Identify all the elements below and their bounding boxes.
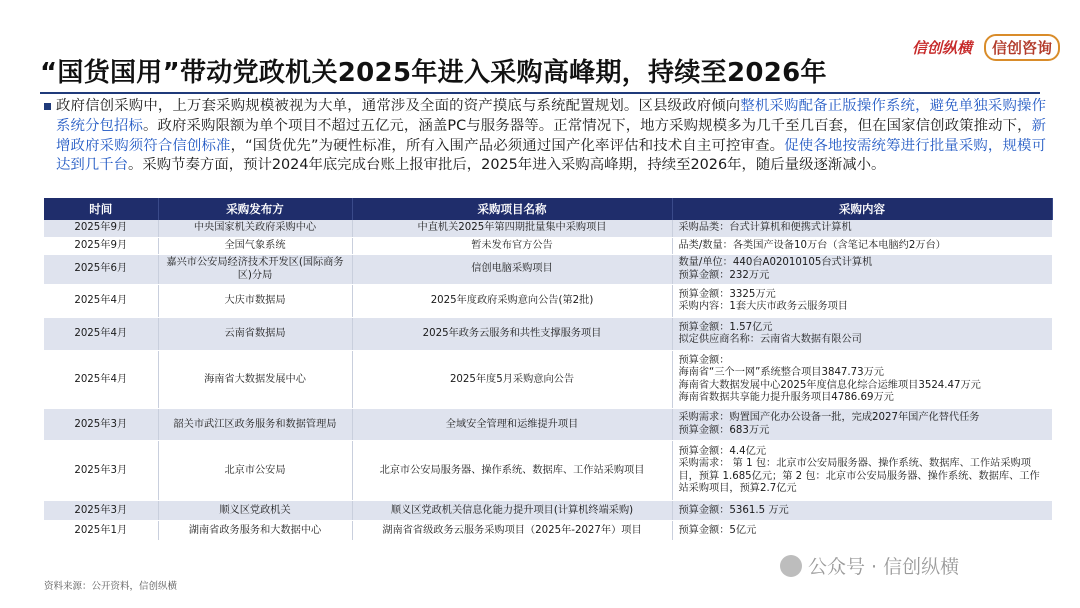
table-row [44,285,1052,318]
table-header-row [44,198,1052,220]
table-row [44,521,1052,541]
cell-project: 湖南省省级政务云服务采购项目（2025年-2027年）项目 [352,521,672,541]
watermark-text: 公众号 · 信创纵横 [808,556,960,578]
col-header-time: 时间 [44,198,158,220]
cell-project: 暂未发布官方公告 [352,237,672,255]
cell-publisher: 海南省大数据发展中心 [158,351,352,409]
cell-content: 预算金额：3325万元 采购内容：1套大庆市政务云服务项目 [672,285,1052,318]
cell-time: 2025年3月 [44,409,158,441]
cell-publisher: 大庆市数据局 [158,285,352,318]
cell-time: 2025年3月 [44,441,158,501]
para-text-3: ，“国货优先”为硬性标准，所有入围产品必须通过国产化率评估和技术自主可控审查。 [230,137,785,154]
cell-content: 预算金额：5亿元 [672,521,1052,541]
para-highlight-2: 新增政府采购须符合信创标准 [56,117,1046,154]
cell-publisher: 云南省数据局 [158,318,352,351]
col-header-content: 采购内容 [672,198,1052,220]
cell-publisher: 北京市公安局 [158,441,352,501]
para-highlight-1: 整机采购配备正版操作系统，避免单独采购操作系统分包招标 [56,98,1046,134]
cell-publisher: 顺义区党政机关 [158,501,352,521]
cell-publisher: 嘉兴市公安局经济技术开发区(国际商务区)分局 [158,255,352,285]
table-row [44,409,1052,441]
cell-content: 预算金额：5361.5 万元 [672,501,1052,521]
intro-paragraph [56,97,1046,176]
cell-content: 采购品类：台式计算机和便携式计算机 [672,220,1052,237]
cell-time: 2025年9月 [44,220,158,237]
cell-project: 信创电脑采购项目 [352,255,672,285]
cell-publisher: 全国气象系统 [158,237,352,255]
para-text-2: 。政府采购限额为单个项目不超过五亿元，涵盖PC与服务器等。正常情况下，地方采购规模多为几千至几百套，但在国家信创政策推动下， [142,117,1032,134]
logo-group [912,34,1060,61]
source-note: 资料来源：公开资料，信创纵横 [44,581,178,592]
cell-time: 2025年6月 [44,255,158,285]
col-header-publisher: 采购发布方 [158,198,352,220]
brand-logo-right: 信创咨询 [984,34,1060,61]
cell-project: 2025年政务云服务和共性支撑服务项目 [352,318,672,351]
cell-content: 预算金额：1.57亿元 拟定供应商名称：云南省大数据有限公司 [672,318,1052,351]
table-row [44,237,1052,255]
procurement-table [44,198,1053,541]
cell-time: 2025年9月 [44,237,158,255]
cell-time: 2025年4月 [44,285,158,318]
cell-project: 顺义区党政机关信息化能力提升项目(计算机终端采购) [352,501,672,521]
cell-content: 采购需求：购置国产化办公设备一批，完成2027年国产化替代任务 预算金额：683万元 [672,409,1052,441]
para-highlight-3: 促使各地按需统筹进行批量采购，规模可达到几千台 [56,137,1046,174]
watermark [780,552,959,579]
cell-content: 品类/数量：各类国产设备10万台（含笔记本电脑约2万台） [672,237,1052,255]
cell-content: 数量/单位：440台A02010105台式计算机 预算金额：232万元 [672,255,1052,285]
cell-content: 预算金额：4.4亿元 采购需求： 第 1 包：北京市公安局服务器、操作系统、数据库、工作站采购项目，预算 1.685亿元；第 2 包：北京市公安局服务器、操作系统、数据库、工作站采购项目，预算2.7亿元 [672,441,1052,501]
col-header-project: 采购项目名称 [352,198,672,220]
cell-project: 中直机关2025年第四期批量集中采购项目 [352,220,672,237]
cell-publisher: 中央国家机关政府采购中心 [158,220,352,237]
table-row [44,220,1052,237]
wechat-icon [780,555,802,577]
cell-time: 2025年4月 [44,318,158,351]
title-underline [40,92,1040,94]
cell-project: 北京市公安局服务器、操作系统、数据库、工作站采购项目 [352,441,672,501]
table-row [44,351,1052,409]
table-row [44,255,1052,285]
para-text-4: 。采购节奏方面，预计2024年底完成台账上报审批后，2025年进入采购高峰期，持续至2026年，随后量级逐渐减小。 [127,157,886,174]
cell-time: 2025年1月 [44,521,158,541]
cell-publisher: 湖南省政务服务和大数据中心 [158,521,352,541]
brand-logo-left: 信创纵横 [911,39,972,57]
table-row [44,441,1052,501]
cell-project: 2025年度5月采购意向公告 [352,351,672,409]
cell-publisher: 韶关市武江区政务服务和数据管理局 [158,409,352,441]
table-row [44,501,1052,521]
page-title: “国货国用”带动党政机关2025年进入采购高峰期，持续至2026年 [40,58,827,88]
cell-project: 2025年度政府采购意向公告(第2批) [352,285,672,318]
cell-time: 2025年3月 [44,501,158,521]
bullet-square-icon [44,103,51,110]
cell-project: 全域安全管理和运维提升项目 [352,409,672,441]
table-row [44,318,1052,351]
cell-content: 预算金额： 海南省“三个一网”系统整合项目3847.73万元 海南省大数据发展中心2025年度信息化综合运维项目3524.47万元 海南省数据共享能力提升服务项目4786.69万元 [672,351,1052,409]
cell-time: 2025年4月 [44,351,158,409]
para-text-1: 政府信创采购中，上万套采购规模被视为大单，通常涉及全面的资产摸底与系统配置规划。区县级政府倾向 [56,98,741,114]
